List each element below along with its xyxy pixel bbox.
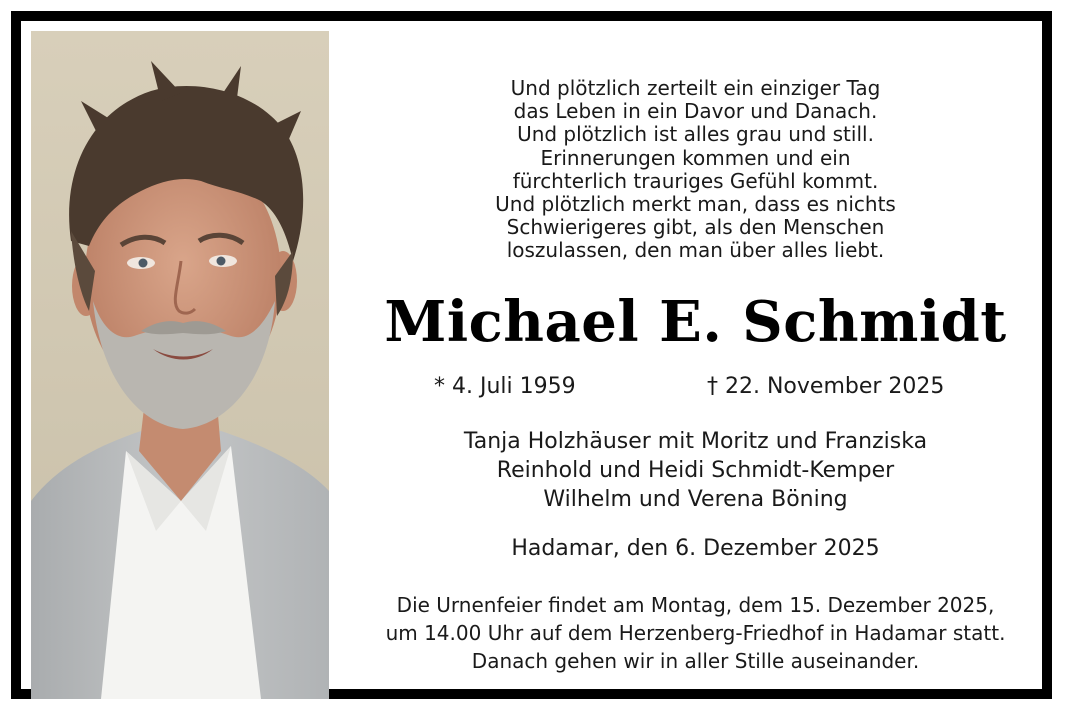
info-line: Danach gehen wir in aller Stille auseinander. bbox=[471, 649, 920, 673]
mourner-line: Tanja Holzhäuser mit Moritz und Franziska bbox=[463, 429, 928, 454]
poem-line: Schwierigeres gibt, als den Menschen bbox=[506, 215, 885, 240]
portrait-photo bbox=[31, 31, 329, 699]
poem-line: Und plötzlich zerteilt ein einziger Tag bbox=[510, 76, 881, 100]
poem-line: Und plötzlich merkt man, dass es nichts bbox=[495, 192, 896, 217]
poem-line: loszulassen, den man über alles liebt. bbox=[506, 238, 885, 263]
obituary-text bbox=[339, 31, 1052, 699]
birth-date: * 4. Juli 1959 bbox=[434, 374, 576, 399]
mourner-line: Reinhold und Heidi Schmidt-Kemper bbox=[496, 458, 895, 483]
info-line: um 14.00 Uhr auf dem Herzenberg-Friedhof in Hadamar statt. bbox=[385, 621, 1006, 645]
funeral-info bbox=[339, 591, 1052, 675]
poem-line: Und plötzlich ist alles grau und still. bbox=[517, 122, 874, 147]
deceased-name: Michael E. Schmidt bbox=[384, 289, 1007, 355]
place-and-date: Hadamar, den 6. Dezember 2025 bbox=[511, 536, 880, 561]
poem-line: Erinnerungen kommen und ein bbox=[540, 145, 851, 170]
poem-line: das Leben in ein Davor und Danach. bbox=[513, 99, 878, 124]
mourners bbox=[339, 427, 1052, 514]
poem-line: fürchterlich trauriges Gefühl kommt. bbox=[512, 168, 879, 193]
obituary-frame bbox=[11, 11, 1052, 699]
death-date: † 22. November 2025 bbox=[707, 374, 945, 399]
mourner-line: Wilhelm und Verena Böning bbox=[543, 487, 848, 512]
info-line: Die Urnenfeier findet am Montag, dem 15. Dezember 2025, bbox=[396, 593, 995, 617]
poem bbox=[339, 77, 1052, 263]
